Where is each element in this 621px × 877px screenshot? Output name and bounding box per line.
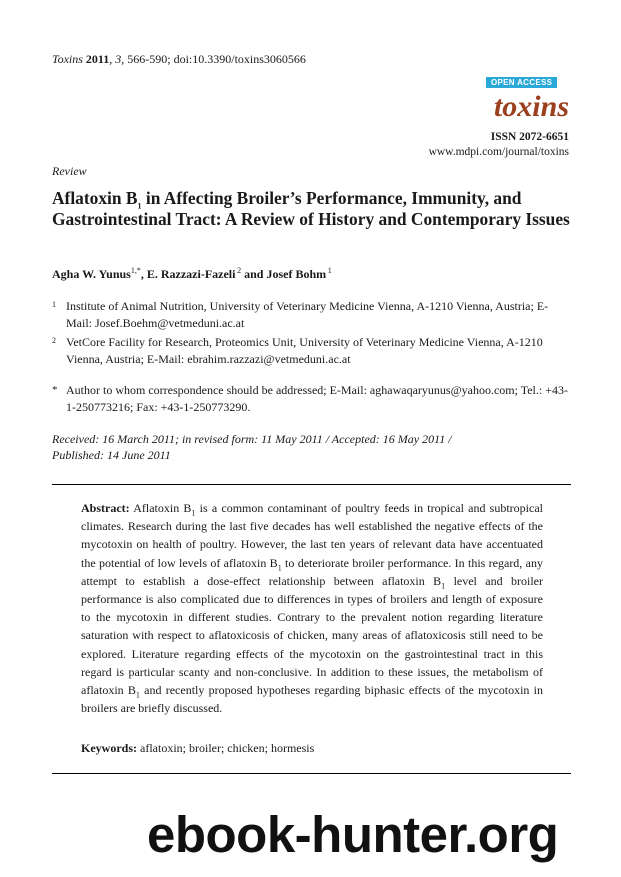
dates-line-1: Received: 16 March 2011; in revised form: 11 May 2011 / Accepted: 16 May 2011 / — [52, 432, 452, 446]
divider-top — [52, 484, 571, 485]
citation-line: Toxins 2011, 3, 566-590; doi:10.3390/toxins3060566 — [52, 52, 306, 66]
affiliation-1 — [52, 298, 572, 332]
author-2-sup: 2 — [237, 266, 242, 275]
author-1-sup: 1,* — [130, 266, 141, 275]
correspondence-note — [52, 382, 572, 416]
watermark: ebook-hunter.org — [147, 806, 559, 863]
journal-logo: toxins — [493, 90, 569, 123]
author-sep: , — [140, 267, 147, 281]
divider-bottom — [52, 773, 571, 774]
affiliation-text: Author to whom correspondence should be addressed; E-Mail: aghawaqaryunus@yahoo.com; Tel.: +43-1-250773216; Fax: +43-1-250773290. — [66, 383, 568, 414]
citation-volume: 3 — [115, 52, 122, 66]
citation-journal: Toxins — [52, 52, 83, 66]
title-subscript: 1 — [137, 201, 142, 211]
keywords-value: aflatoxin; broiler; chicken; hormesis — [137, 741, 315, 755]
author-list — [52, 267, 332, 282]
affiliation-number: * — [52, 384, 58, 396]
keywords — [81, 741, 314, 756]
affiliation-number: 1 — [52, 300, 56, 309]
issn: ISSN 2072-6651 — [490, 131, 569, 143]
article-type: Review — [52, 164, 87, 178]
author-sep: and — [241, 267, 267, 281]
open-access-badge: OPEN ACCESS — [486, 77, 557, 88]
citation-year: 2011 — [85, 52, 110, 66]
author-3-sup: 1 — [327, 266, 332, 275]
author-1: Agha W. Yunus — [52, 267, 131, 281]
abstract: Abstract: Aflatoxin $B_1$ is a common contaminant of poultry feeds in tropical and subtropical climates. Research during the last five decades has well established the negative effects of the mycotoxin on health of poultry. However, the last ten years of relevant data have accentuated the potential of low levels of aflatoxin $B_1$ to deteriorate broiler performance. In this regard, any attempt to establish a dose-effect relationship between aflatoxin $B_1$ level and broiler performance is also complicated due to differences in types of broilers and length of exposure to the mycotoxin in different studies. Contrary to the prevalent notion regarding literature saturation with respect to aflatoxicosis of chicken, many areas of aflatoxicosis still need to be explored. Literature regarding effects of the mycotoxin on the gastrointestinal tract in this regard is particular scanty and non-conclusive. In addition to these issues, the metabolism of aflatoxin $B_1$ and recently proposed hypotheses regarding biphasic effects of the mycotoxin in broilers are briefly discussed. — [81, 501, 543, 716]
affiliation-2 — [52, 334, 572, 368]
article-title — [52, 188, 572, 230]
author-3: Josef Bohm — [266, 267, 327, 281]
author-2: E. Razzazi-Fazeli — [146, 267, 236, 281]
affiliation-text: VetCore Facility for Research, Proteomics Unit, University of Veterinary Medicine Vienna, A-1210 Vienna, Austria; E-Mail: ebrahim.razzazi@vetmeduni.ac.at — [66, 335, 543, 366]
article-dates — [52, 431, 452, 463]
citation-doi: , 566-590; doi:10.3390/toxins3060566 — [121, 52, 306, 66]
title-part1: Aflatoxin B — [52, 188, 138, 208]
affiliation-text: Institute of Animal Nutrition, University of Veterinary Medicine Vienna, A-1210 Vienna, Austria; E-Mail: Josef.Boehm@vetmeduni.ac.at — [66, 299, 549, 330]
title-part2: in Affecting Broiler’s Performance, Immunity, and Gastrointestinal Tract: A Review of History and Contemporary Issues — [52, 188, 570, 229]
affiliation-number: 2 — [52, 336, 56, 345]
keywords-label: Keywords: — [81, 741, 137, 755]
abstract-label: Abstract: — [81, 501, 130, 515]
dates-line-2: Published: 14 June 2011 — [52, 448, 171, 462]
journal-url[interactable]: www.mdpi.com/journal/toxins — [428, 146, 569, 158]
